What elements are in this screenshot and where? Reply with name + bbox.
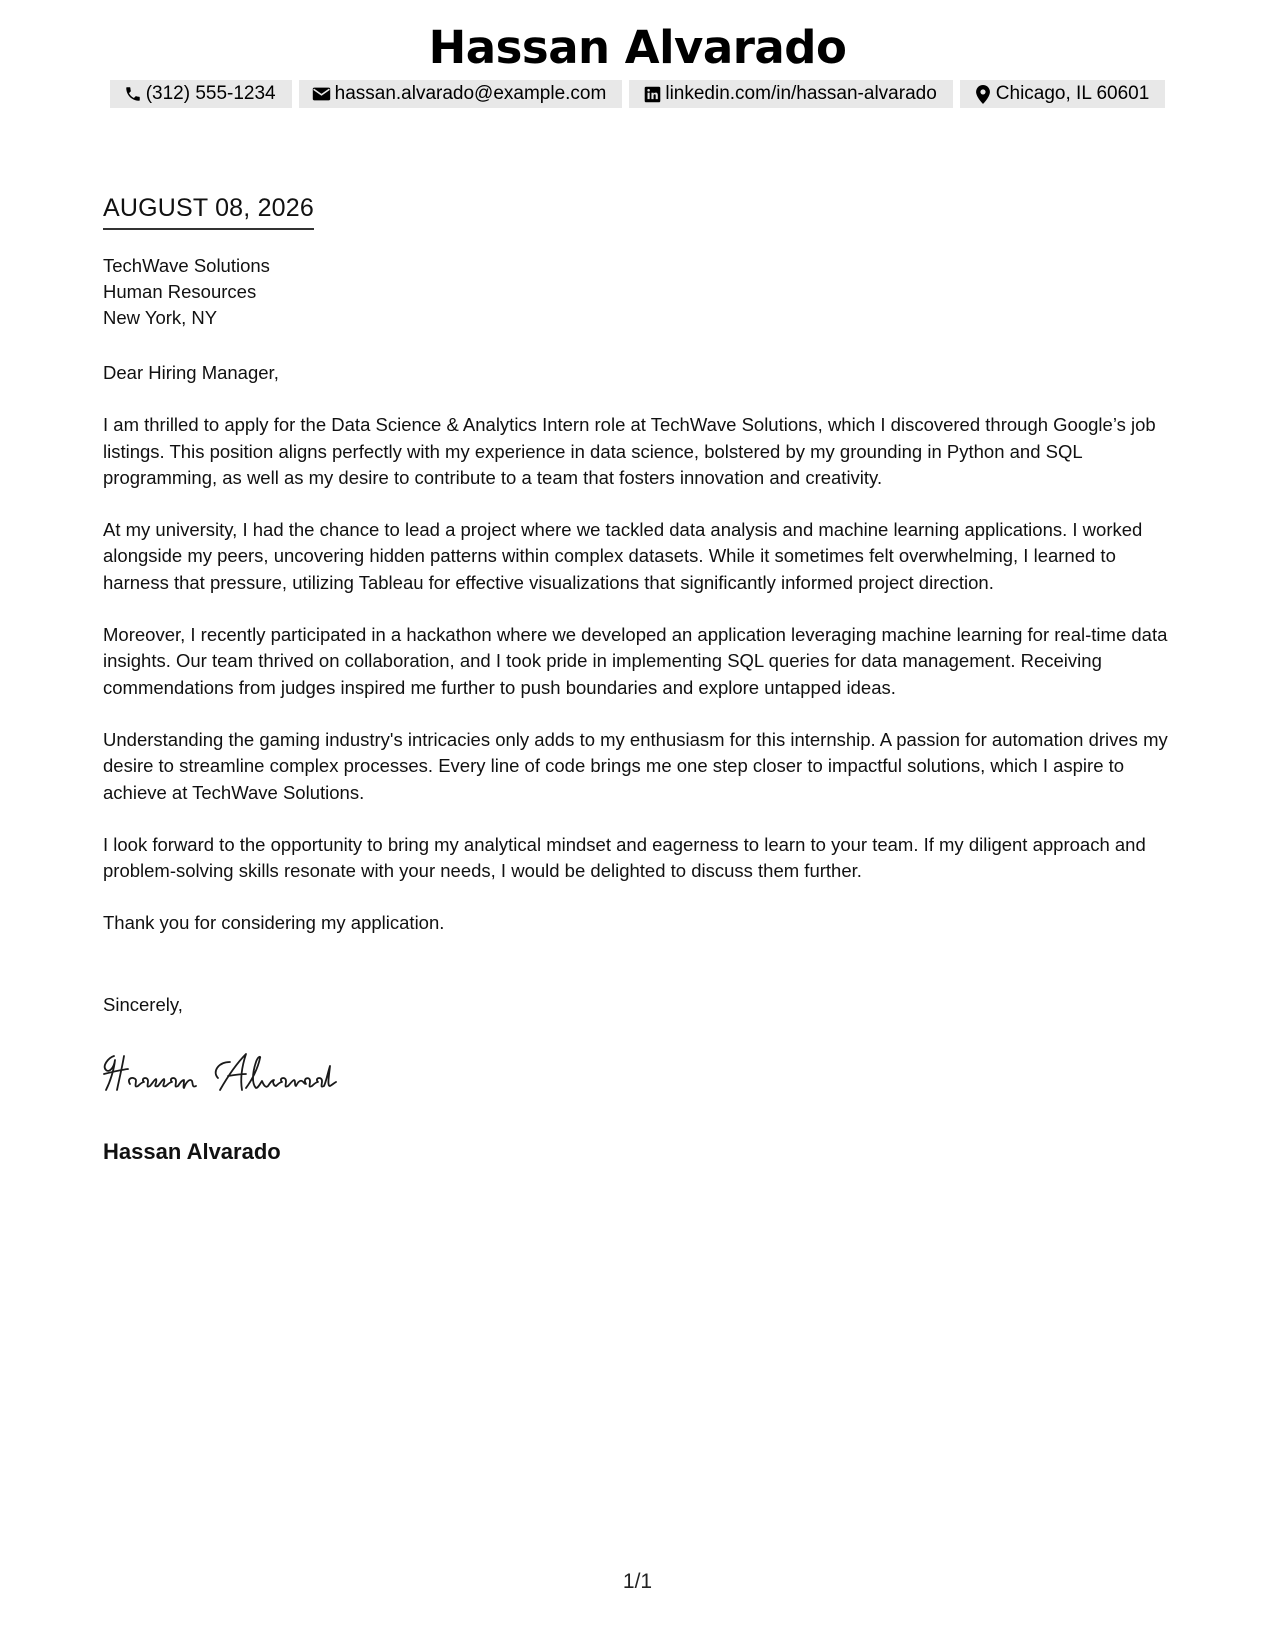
- recipient-department: Human Resources: [103, 281, 257, 302]
- envelope-icon: [312, 84, 332, 104]
- recipient-company: TechWave Solutions: [103, 255, 270, 276]
- applicant-name-heading: Hassan Alvarado: [428, 21, 847, 74]
- body-paragraph: Understanding the gaming industry's intricacies only adds to my enthusiasm for this internship. A passion for automation drives my desire to streamline complex processes. Every line of code brings me one step closer to impactful solutions, which I aspire to achieve at TechWave Solutions.: [103, 728, 1168, 803]
- contact-location: [960, 80, 1166, 108]
- recipient-block: [103, 253, 270, 331]
- phone-icon: [123, 84, 143, 104]
- body-paragraph: I look forward to the opportunity to bring my analytical mindset and eagerness to learn to your team. If my diligent approach and problem-solving skills resonate with your needs, I would be delighted to discuss them further.: [103, 833, 1146, 882]
- body-paragraph: I am thrilled to apply for the Data Science & Analytics Intern role at TechWave Solutions, which I discovered through Google’s job listings. This position aligns perfectly with my experience in data science, bolstered by my grounding in Python and SQL programming, as well as my desire to contribute to a team that fosters innovation and creativity.: [103, 414, 1156, 488]
- map-pin-icon: [973, 84, 993, 104]
- linkedin-icon: [642, 84, 662, 104]
- salutation: Dear Hiring Manager,: [103, 362, 279, 383]
- handwritten-signature: [100, 1048, 370, 1103]
- page-number: 1/1: [622, 1570, 653, 1593]
- body-paragraph: Moreover, I recently participated in a hackathon where we developed an application leveraging machine learning for real-time data insights. Our team thrived on collaboration, and I took pride in implementing SQL queries for data management. Receiving commendations from judges inspired me further to push boundaries and explore untapped ideas.: [103, 624, 1168, 698]
- letter-date: AUGUST 08, 2026: [103, 194, 314, 230]
- signed-name: Hassan Alvarado: [103, 1139, 281, 1164]
- location-text: Chicago, IL 60601: [995, 83, 1150, 104]
- linkedin-text: linkedin.com/in/hassan-alvarado: [665, 83, 937, 104]
- contact-linkedin: [629, 80, 952, 108]
- contact-phone: [110, 80, 292, 108]
- letter-body: [103, 360, 1183, 963]
- phone-text: (312) 555-1234: [145, 83, 276, 104]
- recipient-location: New York, NY: [103, 307, 218, 328]
- contact-email: [299, 80, 623, 108]
- email-text: hassan.alvarado@example.com: [334, 83, 607, 104]
- body-paragraph: Thank you for considering my application.: [103, 912, 445, 934]
- contact-bar: [0, 80, 1275, 108]
- body-paragraph: At my university, I had the chance to lead a project where we tackled data analysis and machine learning applications. I worked alongside my peers, uncovering hidden patterns within complex datasets. While it sometimes felt overwhelming, I learned to harness that pressure, utilizing Tableau for effective visualizations that significantly informed project direction.: [103, 519, 1143, 593]
- closing-text: Sincerely,: [103, 994, 183, 1015]
- signature-image: [100, 1048, 370, 1098]
